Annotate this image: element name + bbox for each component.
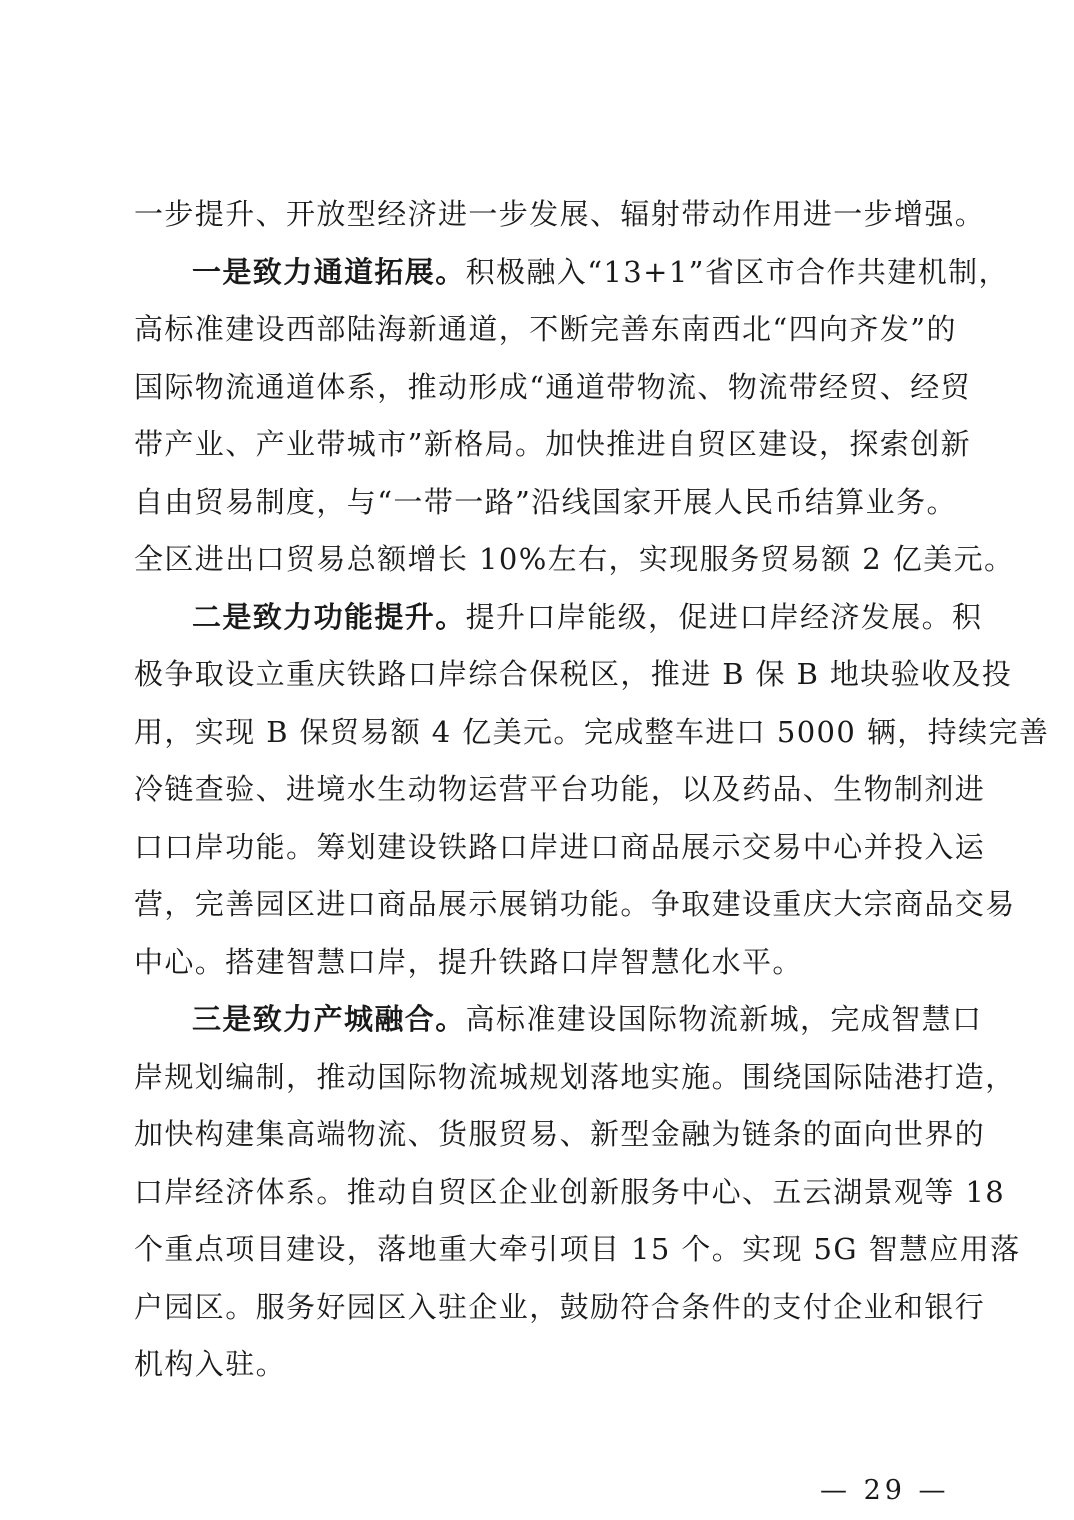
text-line: 国际物流通道体系，推动形成“通道带物流、物流带经贸、经贸 [134, 369, 972, 404]
text-line: 带产业、产业带城市”新格局。加快推进自贸区建设，探索创新 [134, 427, 972, 461]
text-line: 冷链查验、进境水生动物运营平台功能，以及药品、生物制剂进 [134, 772, 986, 806]
text-line: 全区进出口贸易总额增长 10%左右，实现服务贸易额 2 亿美元。 [134, 542, 1015, 576]
text-line: 口口岸功能。筹划建设铁路口岸进口商品展示交易中心并投入运 [134, 829, 986, 864]
text-line: 一步提升、开放型经济进一步发展、辐射带动作用进一步增强。 [134, 197, 986, 231]
text-line: 积极融入“13+1”省区市合作共建机制， [465, 254, 1009, 289]
page-number: — 29 — [820, 1475, 950, 1506]
text-line: 营，完善园区进口商品展示展销功能。争取建设重庆大宗商品交易 [134, 887, 1016, 921]
section-1-heading: 一是致力通道拓展。 [192, 254, 466, 289]
text-line: 口岸经济体系。推动自贸区企业创新服务中心、五云湖景观等 18 [134, 1174, 1006, 1209]
text-line: 自由贸易制度，与“一带一路”沿线国家开展人民币结算业务。 [134, 484, 957, 519]
text-line: 岸规划编制，推动国际物流城规划落地实施。围绕国际陆港打造， [134, 1059, 1016, 1094]
text-line: 极争取设立重庆铁路口岸综合保税区，推进 B 保 B 地块验收及投 [134, 657, 1013, 691]
text-line: 中心。搭建智慧口岸，提升铁路口岸智慧化水平。 [134, 944, 803, 979]
section-2-heading: 二是致力功能提升。 [192, 599, 466, 634]
text-line: 用，实现 B 保贸易额 4 亿美元。完成整车进口 5000 辆，持续完善 [134, 714, 1050, 749]
section-2-first-line [134, 589, 983, 647]
text-line: 提升口岸能级，促进口岸经济发展。积 [465, 599, 983, 634]
text-line: 加快构建集高端物流、货服贸易、新型金融为链条的面向世界的 [134, 1117, 986, 1151]
section-1-first-line [134, 244, 1009, 302]
text-line: 高标准建设西部陆海新通道，不断完善东南西北“四向齐发”的 [134, 312, 957, 346]
text-line: 户园区。服务好园区入驻企业，鼓励符合条件的支付企业和银行 [134, 1289, 986, 1324]
text-line: 高标准建设国际物流新城，完成智慧口 [465, 1002, 983, 1036]
text-line: 个重点项目建设，落地重大牵引项目 15 个。实现 5G 智慧应用落 [134, 1232, 1021, 1266]
body-text [134, 186, 1050, 1394]
section-3-first-line [134, 991, 983, 1049]
section-3-heading: 三是致力产城融合。 [192, 1002, 466, 1036]
text-line: 机构入驻。 [134, 1347, 287, 1381]
